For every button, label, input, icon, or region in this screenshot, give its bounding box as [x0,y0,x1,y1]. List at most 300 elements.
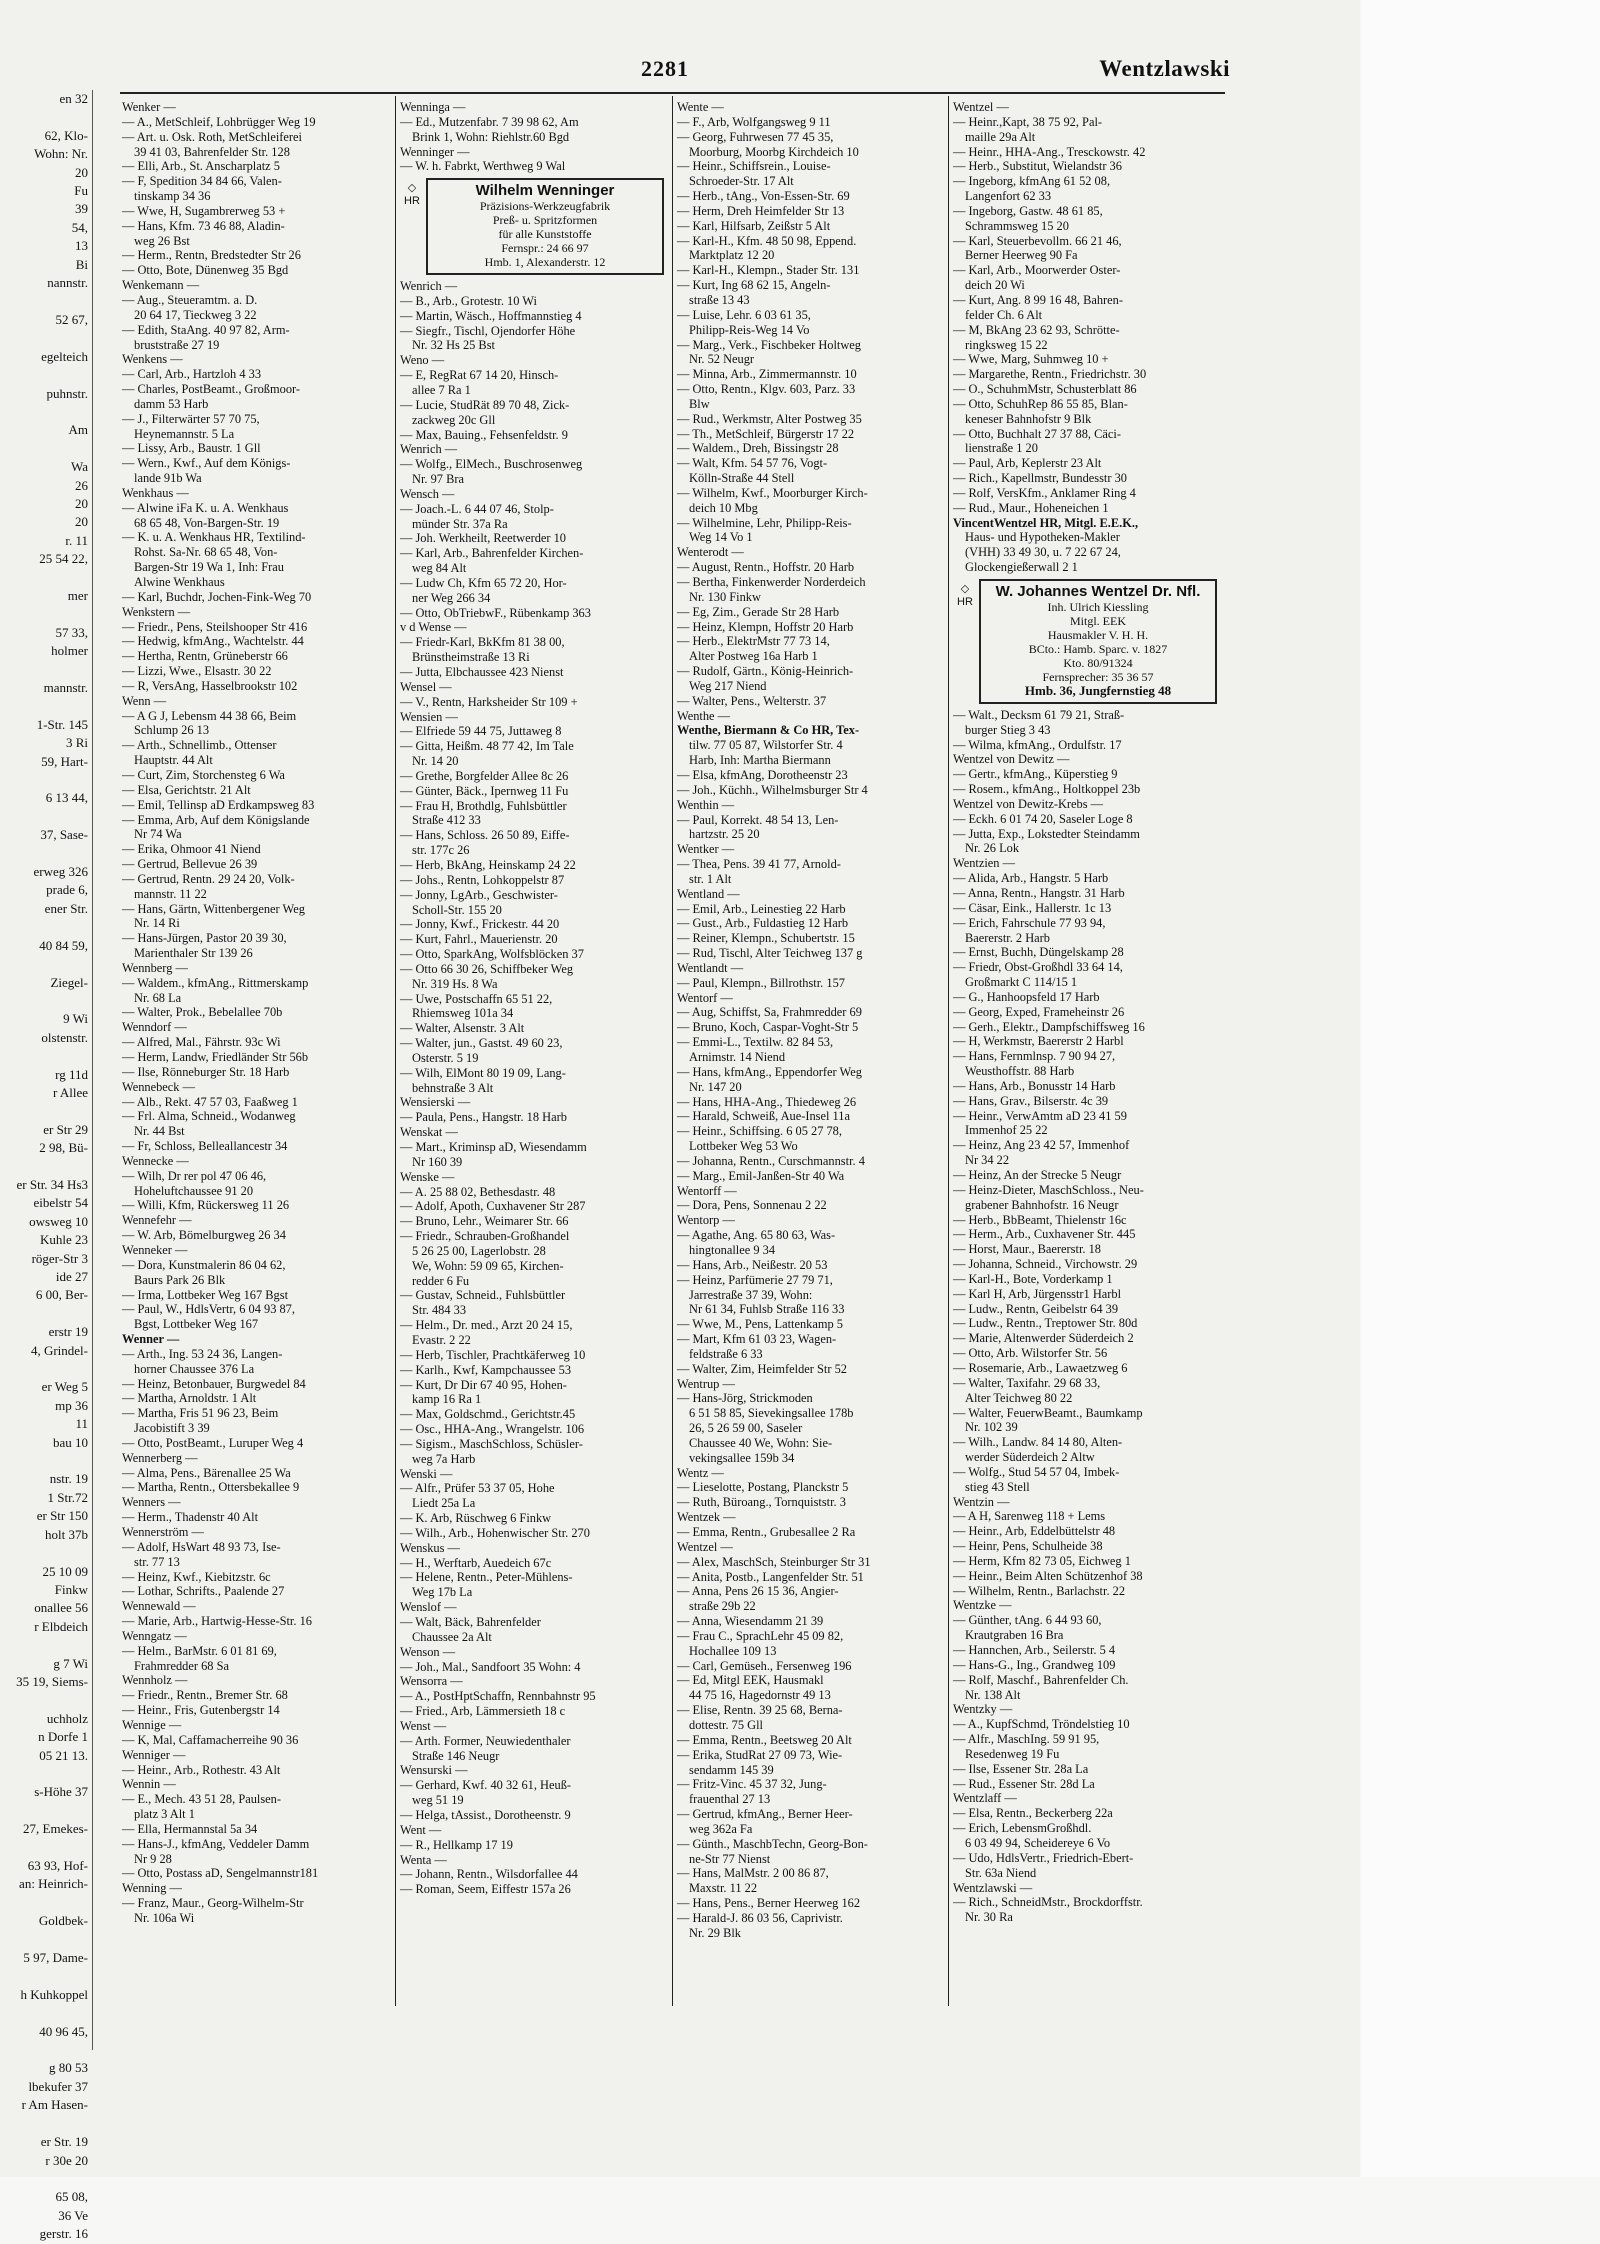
edge-fragment [0,1931,92,1949]
directory-entry: — Elsa, kfmAng, Dorotheenstr 23 [677,767,848,782]
directory-entry: Nr. 26 Lok [965,841,1020,856]
directory-entry: Immenhof 25 22 [965,1123,1048,1138]
directory-entry: — Joh., Mal., Sandfoort 35 Wohn: 4 [400,1659,581,1674]
directory-entry: — Martha, Rentn., Ottersbekallee 9 [122,1480,300,1495]
directory-entry: — Fr, Schloss, Belleallancestr 34 [122,1139,288,1154]
edge-fragment [0,1636,92,1654]
surname-heading: Wentrup — [677,1376,735,1391]
directory-entry: — Otto, ObTriebwF., Rübenkamp 363 [400,605,591,620]
directory-entry: — Ed., Mutzenfabr. 7 39 98 62, Am [400,114,579,129]
directory-entry: — R, VersAng, Hasselbrookstr 102 [122,678,298,693]
directory-entry: — Rosemarie, Arb., Lawaetzweg 6 [953,1360,1128,1375]
directory-entry: — Alfr., MaschIng. 59 91 95, [953,1732,1100,1747]
directory-entry: Langenfort 62 33 [965,189,1052,204]
directory-entry: — Heinr., VerwAmtm aD 23 41 59 [953,1108,1127,1123]
directory-column-3 [677,100,947,2010]
directory-entry: — Herm, Landw, Friedländer Str 56b [122,1050,309,1064]
ad-line: BCto.: Hamb. Sparc. v. 1827 [1028,641,1168,656]
directory-entry: — G., Hanhoopsfeld 17 Harb [953,989,1100,1004]
directory-entry: tilw. 77 05 87, Wilstorfer Str. 4 [689,738,843,753]
edge-fragment [0,2170,92,2188]
advertisement-box [957,579,1217,704]
surname-heading: Wenninger — [400,144,470,159]
edge-fragment: nannstr. [47,275,88,291]
edge-fragment: 1-Str. 145 [36,716,88,732]
directory-entry: — Erich, LebensmGroßhdl. [953,1821,1092,1836]
directory-entry: — Ernst, Buchh, Düngelskamp 28 [953,945,1124,960]
directory-entry: — Heinz, Betonbauer, Burgwedel 84 [122,1376,306,1391]
directory-entry: ne-Str 77 Nienst [689,1851,771,1866]
edge-fragment: 54, [71,219,88,235]
directory-entry: — Emma, Arb, Auf dem Königslande [122,812,310,827]
directory-entry: — Rich., SchneidMstr., Brockdorffstr. [953,1895,1143,1910]
directory-entry: 68 65 48, Von-Bargen-Str. 19 [134,515,280,530]
edge-fragment: lbekufer 37 [28,2078,88,2094]
directory-entry: — H., Werftarb, Auedeich 67c [400,1555,552,1570]
edge-fragment [0,2004,92,2022]
edge-fragment [0,1102,92,1120]
edge-fragment: Kuhle 23 [39,1232,88,1248]
directory-entry: Alwine Wenkhaus [134,575,225,589]
edge-fragment: 65 08, [55,2189,88,2205]
directory-entry: — Jonny, Kwf., Frickestr. 44 20 [400,917,560,932]
directory-entry: Nr 74 Wa [134,827,182,842]
directory-entry: — Alfr., Prüfer 53 37 05, Hohe [400,1481,555,1496]
directory-entry: Weg 17b La [412,1585,473,1600]
directory-entry: — Jonny, LgArb., Geschwister- [400,887,558,902]
edge-fragment [0,1967,92,1985]
edge-fragment: holt 37b [45,1526,88,1542]
ad-title: Wilhelm Wenninger [475,182,615,200]
directory-entry: — Anna, Rentn., Hangstr. 31 Harb [953,885,1125,900]
edge-fragment: Wohn: Nr. [34,146,88,162]
directory-entry: — Helene, Rentn., Peter-Mühlens- [400,1570,573,1585]
directory-entry: vekingsallee 159b 34 [689,1450,795,1465]
directory-entry: — Frl. Alma, Schneid., Wodanweg [122,1109,296,1124]
directory-entry: — Gertrud, kfmAng., Berner Heer- [677,1807,853,1822]
surname-heading: Wennefehr — [122,1213,192,1228]
edge-fragment: 4, Grindel- [30,1342,88,1358]
directory-entry: — Hans, Schloss. 26 50 89, Eiffe- [400,828,570,843]
edge-fragment: mannstr. [43,680,88,695]
directory-entry: Glockengießerwall 2 1 [965,560,1078,575]
directory-entry: Marienthaler Str 139 26 [134,946,253,961]
ad-line: Preß- u. Spritzformen [492,213,598,228]
directory-entry: — Anna, Wiesendamm 21 39 [677,1614,824,1629]
hr-diamond-icon: ◇ HR [404,182,420,208]
edge-fragment: holmer [51,643,88,659]
directory-entry: — Anna, Pens 26 15 36, Angier- [677,1584,839,1599]
surname-heading: v d Wense — [400,620,467,635]
directory-entry: — Emma, Rentn., Grubesallee 2 Ra [677,1525,856,1539]
directory-entry: Nr. 44 Bst [134,1124,185,1139]
directory-entry: — Walter, FeuerwBeamt., Baumkamp [953,1405,1143,1420]
directory-entry: — Fried., Arb, Lämmersieth 18 c [400,1704,566,1719]
surname-heading: Wenner — [122,1332,180,1347]
directory-entry: — Wilhelmine, Lehr, Philipp-Reis- [677,515,852,530]
directory-entry: — Hans, MalMstr. 2 00 86 87, [677,1866,829,1881]
directory-entry: — Otto 66 30 26, Schiffbeker Weg [400,961,574,976]
directory-entry: — K, Mal, Caffamacherreihe 90 36 [122,1732,299,1747]
directory-entry: — Mart, Kfm 61 03 23, Wagen- [677,1332,837,1347]
directory-entry: — Johann, Rentn., Wilsdorfallee 44 [400,1867,578,1882]
directory-entry: — E, RegRat 67 14 20, Hinsch- [400,368,559,383]
directory-entry: — Otto, Postass aD, Sengelmannstr181 [122,1866,319,1881]
directory-entry: — Marg., Verk., Fischbeker Holtweg [677,337,861,352]
directory-entry: — Otto, Rentn., Klgv. 603, Parz. 33 [677,382,856,397]
directory-entry: — Friedr., Pens, Steilshooper Str 416 [122,619,308,634]
directory-entry: — Rich., Kapellmstr, Bundesstr 30 [953,471,1127,486]
edge-fragment: 57 33, [55,624,88,640]
edge-fragment [0,2115,92,2133]
edge-fragment: 20 [75,514,88,530]
directory-entry: Philipp-Reis-Weg 14 Vo [689,322,810,337]
directory-entry: 6 03 49 94, Scheidereye 6 Vo [965,1835,1111,1850]
edge-fragment: onallee 56 [34,1600,88,1616]
directory-entry: — Rud., Maur., Hoheneichen 1 [953,500,1109,515]
directory-entry: — Lissy, Arb., Baustr. 1 Gll [122,441,261,456]
surname-heading: Wenterodt — [677,545,744,560]
directory-entry: — Bruno, Lehr., Weimarer Str. 66 [400,1214,569,1229]
directory-entry: Nr. 14 Ri [134,916,180,931]
directory-entry: — Charles, PostBeamt., Großmoor- [122,382,301,397]
directory-entry: — Herm, Kfm 82 73 05, Eichweg 1 [953,1553,1131,1568]
directory-entry: — Rolf, VersKfm., Anklamer Ring 4 [953,485,1136,500]
surname-heading: Wennige — [122,1717,182,1732]
edge-fragment: röger-Str 3 [31,1250,88,1266]
directory-entry: Hochallee 109 13 [689,1643,777,1658]
directory-entry: — A. 25 88 02, Bethesdastr. 48 [400,1184,556,1199]
surname-heading: Wentzel — [677,1539,733,1554]
directory-entry: — Karl-H., Klempn., Stader Str. 131 [677,263,860,278]
directory-entry: — Elsa, Rentn., Beckerberg 22a [953,1806,1113,1821]
edge-fragment [0,1452,92,1470]
edge-fragment: 2 98, Bü- [39,1140,88,1156]
directory-entry: deich 20 Wi [965,278,1025,293]
directory-entry: — Friedr., Rentn., Bremer Str. 68 [122,1688,288,1703]
directory-entry: Maxstr. 11 22 [689,1881,758,1896]
directory-entry: — Wwe, Marg, Suhmweg 10 + [953,352,1109,367]
directory-entry: — Marie, Altenwerder Süderdeich 2 [953,1331,1134,1346]
directory-entry: — Carl, Arb., Hartzloh 4 33 [122,367,262,382]
edge-fragment: prade 6, [46,882,88,898]
directory-entry: Heynemannstr. 5 La [134,426,235,441]
directory-entry: Bgst, Lottbeker Weg 167 [134,1317,259,1332]
edge-fragment: n Dorfe 1 [38,1729,88,1745]
directory-entry: Lottbeker Weg 53 Wo [689,1139,798,1154]
edge-fragment: er Str 150 [36,1508,88,1524]
edge-fragment: 20 [75,495,88,511]
surname-heading: Wentzek — [677,1510,736,1525]
directory-entry: — A G J, Lebensm 44 38 66, Beim [122,708,297,723]
edge-fragment: 11 [75,1416,88,1432]
surname-heading: Wentzel von Dewitz — [953,752,1070,767]
directory-entry: — Marie, Arb., Hartwig-Hesse-Str. 16 [122,1614,312,1629]
directory-entry: — Kurt, Dr Dir 67 40 95, Hohen- [400,1377,567,1392]
directory-entry: Straße 146 Neugr [412,1748,500,1763]
directory-entry: — Adolf, Apoth, Cuxhavener Str 287 [400,1199,586,1214]
surname-heading: Wentzel — [953,100,1009,114]
surname-heading: Wenski — [400,1466,453,1481]
directory-entry: Krautgraben 16 Bra [965,1628,1064,1643]
directory-entry: — Elsa, Gerichtstr. 21 Alt [122,782,251,797]
directory-entry: — Hans, Arb., Bonusstr 14 Harb [953,1078,1116,1093]
directory-entry: — Harald-J. 86 03 56, Caprivistr. [677,1910,843,1925]
surname-heading: Wentorp — [677,1213,735,1228]
directory-entry: — Siegfr., Tischl, Ojendorfer Höhe [400,323,576,338]
surname-heading: Wentzke — [953,1598,1012,1613]
directory-entry: — Erika, StudRat 27 09 73, Wie- [677,1747,843,1762]
directory-entry: VincentWentzel HR, Mitgl. E.E.K., [953,515,1139,530]
ad-line: Hmb. 36, Jungfernstieg 48 [1024,682,1172,698]
edge-fragment: Wa [71,459,88,475]
directory-entry: tinskamp 34 36 [134,189,211,204]
edge-fragment: erweg 326 [33,864,88,880]
directory-entry: — Dora, Kunstmalerin 86 04 62, [122,1257,286,1272]
directory-entry: — Ludw Ch, Kfm 65 72 20, Hor- [400,575,567,590]
directory-entry: — Paula, Pens., Hangstr. 18 Harb [400,1110,567,1125]
directory-entry: — Gitta, Heißm. 48 77 42, Im Tale [400,739,574,754]
directory-entry: — Anita, Postb., Langenfelder Str. 51 [677,1569,864,1584]
directory-entry: — Luise, Lehr. 6 03 61 35, [677,307,811,322]
edge-fragment [0,292,92,310]
directory-entry: — Alb., Rekt. 47 57 03, Faaßweg 1 [122,1094,298,1109]
directory-entry: weg 51 19 [412,1793,464,1808]
ad-line: Fernspr.: 24 66 97 [501,241,589,256]
directory-entry: — Cäsar, Eink., Hallerstr. 1c 13 [953,900,1112,915]
directory-entry: straße 13 43 [689,292,750,307]
directory-entry: — Kurt, Fahrl., Mauerienstr. 20 [400,932,558,947]
ad-line: für alle Kunststoffe [498,227,592,242]
surname-heading: Wenneker — [122,1242,188,1257]
directory-entry: — Lieselotte, Postang, Planckstr 5 [677,1480,849,1495]
edge-fragment: ener Str. [44,900,88,916]
directory-entry: — Alwine iFa K. u. A. Wenkhaus [122,500,289,515]
directory-entry: — Emma, Rentn., Beetsweg 20 Alt [677,1732,852,1747]
directory-entry: — Erika, Ohmoor 41 Niend [122,842,261,857]
edge-fragment: 26 [75,477,88,493]
edge-fragment: h Kuhkoppel [20,1986,88,2002]
directory-entry: — Herm, Dreh Heimfelder Str 13 [677,203,845,218]
surname-heading: Went — [400,1822,442,1837]
background-margin [1362,0,1600,2177]
edge-fragment: 59, Hart- [41,753,88,769]
edge-fragment [0,955,92,973]
directory-entry: — Rosem., kfmAng., Holtkoppel 23b [953,782,1141,797]
directory-entry: — Emmi-L., Textilw. 82 84 53, [677,1035,834,1050]
directory-entry: — Johs., Rentn, Lohkoppelstr 87 [400,872,565,887]
directory-entry: — Emil, Tellinsp aD Erdkampsweg 83 [122,797,315,812]
directory-entry: 6 51 58 85, Sievekingsallee 178b [689,1406,854,1421]
directory-entry: — Wilh., Arb., Hohenwischer Str. 270 [400,1525,590,1540]
surname-heading: Wenthe — [677,708,731,723]
directory-entry: Weg 217 Niend [689,678,767,693]
directory-entry: — Franz, Maur., Georg-Wilhelm-Str [122,1896,304,1911]
directory-entry: (VHH) 33 49 30, u. 7 22 67 24, [965,545,1121,560]
ad-line: Kto. 80/91324 [1063,655,1133,670]
edge-fragment: r Allee [52,1084,88,1100]
directory-entry: — Paul, Klempn., Billrothstr. 157 [677,975,845,990]
directory-entry: — Herm., Thadenstr 40 Alt [122,1510,259,1525]
directory-entry: — A., KupfSchmd, Tröndelstieg 10 [953,1717,1130,1732]
edge-fragment: 05 21 13. [39,1747,88,1763]
directory-entry: — Günther, tAng. 6 44 93 60, [953,1613,1102,1628]
directory-entry: — Karl, Buchdr, Jochen-Fink-Weg 70 [122,589,312,604]
edge-fragment [0,918,92,936]
surname-heading: Wennewald — [122,1599,196,1614]
directory-entry: — W. Arb, Bömelburgweg 26 34 [122,1228,286,1243]
directory-entry: — Wilh, Dr rer pol 47 06 46, [122,1168,267,1183]
directory-entry: Alter Teichweg 80 22 [965,1390,1073,1405]
directory-entry: — Gust., Arb., Fuldastieg 12 Harb [677,916,849,931]
edge-fragment: eibelstr 54 [33,1195,88,1211]
directory-entry: — Margarethe, Rentn., Friedrichstr. 30 [953,367,1147,382]
directory-entry: — Heinr., Arb, Eddelbüttelstr 48 [953,1524,1116,1539]
directory-entry: str. 1 Alt [689,871,732,886]
edge-fragment [0,661,92,679]
surname-heading: Wensierski — [400,1095,471,1110]
directory-entry: Nr 34 22 [965,1153,1010,1168]
directory-entry: 20 64 17, Tieckweg 3 22 [134,307,257,322]
directory-entry: — Herb, BkAng, Heinskamp 24 22 [400,857,576,872]
directory-entry: Schlump 26 13 [134,723,210,738]
edge-fragment [0,108,92,126]
directory-entry: — Hans-J., kfmAng, Veddeler Damm [122,1836,310,1851]
directory-entry: weg 84 Alt [412,561,467,576]
directory-entry: grabener Bahnhofstr. 16 Neugr [965,1197,1119,1212]
directory-entry: — Otto, Bote, Dünenweg 35 Bgd [122,263,289,278]
directory-entry: — Helm., BarMstr. 6 01 81 69, [122,1643,277,1658]
directory-entry: Baurs Park 26 Blk [134,1272,226,1287]
directory-entry: — K. Arb, Rüschweg 6 Finkw [400,1511,552,1526]
surname-heading: Wensch — [400,486,455,501]
directory-entry: 26, 5 26 59 00, Saseler [689,1421,803,1436]
directory-entry: — Uwe, Postschaffn 65 51 22, [400,991,553,1006]
directory-entry: — Joh., Küchh., Wilhelmsburger Str 4 [677,782,868,797]
directory-entry: — Kurt, Ing 68 62 15, Angeln- [677,278,831,293]
directory-entry: Nr. 130 Finkw [689,589,761,604]
surname-heading: Wenthin — [677,797,735,812]
directory-entry: — Karlh., Kwf, Kampchaussee 53 [400,1362,572,1377]
directory-entry: Brink 1, Wohn: Riehlstr.60 Bgd [412,129,570,144]
directory-entry: — Georg, Fuhrwesen 77 45 35, [677,129,834,144]
surname-heading: Wennerström — [122,1525,204,1539]
edge-fragment: g 7 Wi [53,1655,88,1671]
edge-fragment: 39 [75,201,88,217]
directory-entry: — Roman, Seem, Eiffestr 157a 26 [400,1882,571,1897]
directory-entry: — Karl-H., Bote, Vorderkamp 1 [953,1271,1113,1286]
directory-entry: Nr 61 34, Fuhlsb Straße 116 33 [689,1302,845,1317]
directory-entry: — Hans, Fernmlnsp. 7 90 94 27, [953,1049,1116,1064]
surname-heading: Wentlandt — [677,960,744,975]
directory-entry: weg 26 Bst [134,233,190,248]
directory-entry: — Dora, Pens, Sonnenau 2 22 [677,1198,827,1213]
directory-entry: — Aug., Steueramtm. a. D. [122,292,258,307]
directory-entry: Resedenweg 19 Fu [965,1746,1060,1761]
directory-entry: — Art. u. Osk. Roth, MetSchleiferei [122,129,302,144]
edge-fragment: egelteich [41,348,88,364]
surname-heading: Wenkens — [122,352,183,367]
directory-entry: — Karl, Steuerbevollm. 66 21 46, [953,233,1122,248]
directory-entry: — Wilhelm, Kwf., Moorburger Kirch- [677,485,868,500]
directory-entry: — Rud., Werkmstr, Alter Postweg 35 [677,411,862,426]
edge-fragment: r 30e 20 [45,2152,88,2168]
directory-entry: Nr. 30 Ra [965,1910,1013,1925]
surname-heading: Wenrich — [400,279,458,294]
directory-entry: — Hans, Arb., Neißestr. 20 53 [677,1257,828,1272]
edge-fragment: an: Heinrich- [19,1876,88,1892]
surname-heading: Wensien — [400,709,458,724]
directory-entry: — Gertr., kfmAng., Küperstieg 9 [953,767,1118,782]
edge-fragment: Am [68,422,88,438]
directory-entry: — Gerh., Elektr., Dampfschiffsweg 16 [953,1019,1145,1034]
directory-entry: — Max, Goldschmd., Gerichtstr.45 [400,1407,576,1422]
directory-entry: kamp 16 Ra 1 [412,1392,482,1407]
directory-entry: — Hans, kfmAng., Eppendorfer Weg [677,1064,862,1079]
edge-fragment: bau 10 [52,1434,88,1450]
directory-entry: — Heinz, Kwf., Kiebitzstr. 6c [122,1569,271,1584]
surname-heading: Wentorf — [677,990,733,1005]
edge-fragment: en 32 [59,91,88,106]
directory-entry: — Karl, Arb., Bahrenfelder Kirchen- [400,546,584,561]
directory-entry: — Friedr, Obst-Großhdl 33 64 14, [953,960,1123,975]
edge-fragment [0,1765,92,1783]
directory-entry: — Hannchen, Arb., Seilerstr. 5 4 [953,1643,1116,1657]
directory-entry: — Rud, Tischl, Alter Teichweg 137 g [677,946,863,961]
directory-entry: Weusthoffstr. 88 Harb [965,1064,1075,1079]
directory-entry: — Herb, Tischler, Prachtkäferweg 10 [400,1347,586,1362]
directory-entry: Rohst. Sa-Nr. 68 65 48, Von- [134,545,278,560]
directory-entry: — Gertrud, Bellevue 26 39 [122,857,258,872]
directory-entry: — Walter, Prok., Bebelallee 70b [122,1005,283,1020]
edge-fragment: 36 Ve [58,2207,88,2223]
directory-entry: — Otto, PostBeamt., Luruper Weg 4 [122,1435,304,1450]
edge-fragment [0,440,92,458]
edge-fragment: rg 11d [55,1066,88,1082]
surname-heading: Wentker — [677,842,735,857]
directory-entry: — Mart., Kriminsp aD, Wiesendamm [400,1140,587,1154]
directory-entry: — Harald, Schweiß, Aue-Insel 11a [677,1109,850,1124]
running-head: Wentzlawski [1099,56,1230,81]
directory-entry: — Walter, Taxifahr. 29 68 33, [953,1375,1101,1390]
directory-entry: Liedt 25a La [412,1496,476,1511]
directory-entry: — Hans, HHA-Ang., Thiedeweg 26 [677,1094,857,1109]
surname-heading: Wenkstern — [122,604,191,619]
directory-entry: — Heinr., Arb., Rothestr. 43 Alt [122,1762,281,1777]
directory-entry: — Max, Bauing., Fehsenfeldstr. 9 [400,427,568,442]
edge-fragment: 27, Emekes- [23,1821,88,1837]
directory-entry: — Herb., ElektrMstr 77 73 14, [677,634,830,649]
directory-entry: Jarrestraße 37 39, Wohn: [689,1287,813,1302]
directory-entry: Evastr. 2 22 [412,1332,471,1347]
surname-heading: Wenkhaus — [122,485,189,500]
directory-entry: — R., Hellkamp 17 19 [400,1837,513,1852]
directory-column-2 [400,100,670,2010]
directory-entry: — O., SchuhmMstr, Schusterblatt 86 [953,382,1137,397]
directory-entry: Rhiemsweg 101a 34 [412,1006,514,1021]
edge-fragment [0,605,92,623]
directory-entry: — Eckh. 6 01 74 20, Saseler Loge 8 [953,811,1133,826]
edge-fragment [0,1839,92,1857]
directory-entry: Schroeder-Str. 17 Alt [689,174,794,189]
directory-entry: hartzstr. 25 20 [689,827,760,842]
directory-entry: dottestr. 75 Gll [689,1717,763,1732]
directory-entry: — F., Arb, Wolfgangsweg 9 11 [677,114,831,129]
edge-fragment: nstr. 19 [49,1471,88,1487]
page-header [110,56,1230,86]
directory-entry: — Alma, Pens., Bärenallee 25 Wa [122,1465,291,1480]
directory-entry: Nr. 102 39 [965,1420,1018,1435]
